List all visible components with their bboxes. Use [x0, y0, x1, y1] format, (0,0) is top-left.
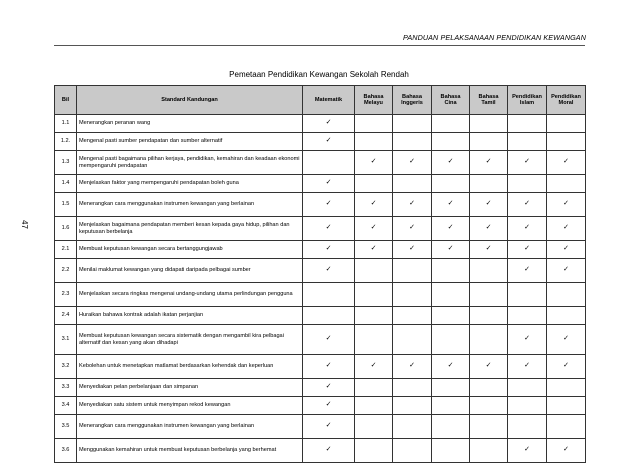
- empty-cell: [470, 307, 508, 325]
- empty-cell: [355, 325, 393, 355]
- standard-kandungan-cell: Membuat keputusan kewangan secara bertanggungjawab: [77, 241, 303, 259]
- check-mark-icon: ✓: [355, 193, 393, 217]
- empty-cell: [393, 379, 432, 397]
- row-number: 3.5: [55, 415, 77, 439]
- empty-cell: [355, 115, 393, 133]
- check-mark-icon: ✓: [547, 193, 586, 217]
- empty-cell: [355, 379, 393, 397]
- check-mark-icon: ✓: [303, 193, 355, 217]
- check-mark-icon: ✓: [393, 355, 432, 379]
- check-mark-icon: ✓: [355, 151, 393, 175]
- empty-cell: [432, 325, 470, 355]
- row-number: 1.3: [55, 151, 77, 175]
- row-number: 3.2: [55, 355, 77, 379]
- empty-cell: [547, 283, 586, 307]
- column-header: Bahasa Melayu: [355, 86, 393, 115]
- empty-cell: [355, 283, 393, 307]
- check-mark-icon: ✓: [432, 151, 470, 175]
- check-mark-icon: ✓: [303, 325, 355, 355]
- table-row: [55, 193, 586, 217]
- check-mark-icon: ✓: [547, 217, 586, 241]
- column-header: Pendidikan Moral: [547, 86, 586, 115]
- table-row: [55, 151, 586, 175]
- table-body: [55, 115, 586, 463]
- table-row: [55, 439, 586, 463]
- empty-cell: [547, 415, 586, 439]
- table-row: [55, 133, 586, 151]
- check-mark-icon: ✓: [303, 355, 355, 379]
- empty-cell: [355, 439, 393, 463]
- check-mark-icon: ✓: [547, 439, 586, 463]
- table-row: [55, 175, 586, 193]
- document-title: Pemetaan Pendidikan Kewangan Sekolah Rendah: [229, 70, 409, 79]
- empty-cell: [470, 283, 508, 307]
- row-number: 2.2: [55, 259, 77, 283]
- check-mark-icon: ✓: [547, 241, 586, 259]
- standard-kandungan-cell: Menjelaskan secara ringkas mengenai undang-undang utama perlindungan pengguna: [77, 283, 303, 307]
- empty-cell: [303, 151, 355, 175]
- empty-cell: [470, 133, 508, 151]
- check-mark-icon: ✓: [303, 259, 355, 283]
- row-number: 1.6: [55, 217, 77, 241]
- check-mark-icon: ✓: [432, 241, 470, 259]
- empty-cell: [393, 325, 432, 355]
- standard-kandungan-cell: Menyediakan satu sistem untuk menyimpan rekod kewangan: [77, 397, 303, 415]
- empty-cell: [470, 379, 508, 397]
- empty-cell: [547, 175, 586, 193]
- check-mark-icon: ✓: [303, 133, 355, 151]
- check-mark-icon: ✓: [547, 151, 586, 175]
- check-mark-icon: ✓: [508, 151, 547, 175]
- check-mark-icon: ✓: [508, 193, 547, 217]
- check-mark-icon: ✓: [303, 397, 355, 415]
- empty-cell: [508, 283, 547, 307]
- table-row: [55, 325, 586, 355]
- empty-cell: [355, 133, 393, 151]
- check-mark-icon: ✓: [432, 193, 470, 217]
- empty-cell: [508, 133, 547, 151]
- running-header: PANDUAN PELAKSANAAN PENDIDIKAN KEWANGAN: [403, 33, 586, 42]
- check-mark-icon: ✓: [393, 151, 432, 175]
- check-mark-icon: ✓: [547, 259, 586, 283]
- check-mark-icon: ✓: [303, 217, 355, 241]
- empty-cell: [355, 415, 393, 439]
- check-mark-icon: ✓: [547, 355, 586, 379]
- table-row: [55, 217, 586, 241]
- row-number: 2.4: [55, 307, 77, 325]
- standard-kandungan-cell: Mengenal pasti bagaimana pilihan kerjaya, pendidikan, kemahiran dan keadaan ekonomi mempengaruhi pendapatan: [77, 151, 303, 175]
- empty-cell: [547, 379, 586, 397]
- standard-kandungan-cell: Menjelaskan bagaimana pendapatan memberi kesan kepada gaya hidup, pilihan dan keputusan berbelanja: [77, 217, 303, 241]
- check-mark-icon: ✓: [303, 379, 355, 397]
- standard-kandungan-cell: Menerangkan cara menggunakan instrumen kewangan yang berlainan: [77, 193, 303, 217]
- empty-cell: [432, 283, 470, 307]
- header-rule: [54, 45, 585, 46]
- row-number: 1.2.: [55, 133, 77, 151]
- column-header: Bahasa Inggeris: [393, 86, 432, 115]
- empty-cell: [355, 307, 393, 325]
- empty-cell: [547, 307, 586, 325]
- row-number: 1.4: [55, 175, 77, 193]
- empty-cell: [393, 307, 432, 325]
- check-mark-icon: ✓: [470, 217, 508, 241]
- check-mark-icon: ✓: [303, 115, 355, 133]
- empty-cell: [303, 283, 355, 307]
- empty-cell: [355, 397, 393, 415]
- table-row: [55, 397, 586, 415]
- empty-cell: [393, 175, 432, 193]
- check-mark-icon: ✓: [470, 241, 508, 259]
- table-row: [55, 241, 586, 259]
- check-mark-icon: ✓: [355, 217, 393, 241]
- table-row: [55, 415, 586, 439]
- check-mark-icon: ✓: [508, 217, 547, 241]
- standard-kandungan-cell: Mengenal pasti sumber pendapatan dan sumber alternatif: [77, 133, 303, 151]
- empty-cell: [432, 379, 470, 397]
- standard-kandungan-cell: Huraikan bahawa kontrak adalah ikatan perjanjian: [77, 307, 303, 325]
- empty-cell: [432, 175, 470, 193]
- check-mark-icon: ✓: [393, 241, 432, 259]
- empty-cell: [508, 307, 547, 325]
- check-mark-icon: ✓: [355, 355, 393, 379]
- row-number: 3.4: [55, 397, 77, 415]
- standard-kandungan-cell: Menjelaskan faktor yang mempengaruhi pendapatan boleh guna: [77, 175, 303, 193]
- empty-cell: [547, 397, 586, 415]
- empty-cell: [508, 115, 547, 133]
- page-number: 47: [19, 220, 29, 229]
- empty-cell: [470, 115, 508, 133]
- column-header: Pendidikan Islam: [508, 86, 547, 115]
- empty-cell: [355, 259, 393, 283]
- empty-cell: [508, 397, 547, 415]
- row-number: 3.3: [55, 379, 77, 397]
- table-row: [55, 379, 586, 397]
- mapping-table: [54, 85, 586, 463]
- row-number: 1.5: [55, 193, 77, 217]
- empty-cell: [547, 133, 586, 151]
- table-row: [55, 115, 586, 133]
- check-mark-icon: ✓: [470, 151, 508, 175]
- standard-kandungan-cell: Membuat keputusan kewangan secara sistematik dengan mengambil kira pelbagai alternatif dan kesan yang akan dihadapi: [77, 325, 303, 355]
- check-mark-icon: ✓: [508, 259, 547, 283]
- empty-cell: [303, 307, 355, 325]
- check-mark-icon: ✓: [303, 241, 355, 259]
- check-mark-icon: ✓: [355, 241, 393, 259]
- table-header-row: [55, 86, 586, 115]
- table-row: [55, 355, 586, 379]
- check-mark-icon: ✓: [432, 217, 470, 241]
- column-header: Bahasa Cina: [432, 86, 470, 115]
- empty-cell: [355, 175, 393, 193]
- check-mark-icon: ✓: [303, 439, 355, 463]
- row-number: 2.1: [55, 241, 77, 259]
- empty-cell: [508, 415, 547, 439]
- check-mark-icon: ✓: [393, 193, 432, 217]
- check-mark-icon: ✓: [508, 325, 547, 355]
- empty-cell: [432, 307, 470, 325]
- empty-cell: [393, 439, 432, 463]
- empty-cell: [547, 115, 586, 133]
- empty-cell: [508, 379, 547, 397]
- empty-cell: [432, 439, 470, 463]
- column-header: Bahasa Tamil: [470, 86, 508, 115]
- column-header: Matematik: [303, 86, 355, 115]
- row-number: 3.6: [55, 439, 77, 463]
- row-number: 3.1: [55, 325, 77, 355]
- standard-kandungan-cell: Menggunakan kemahiran untuk membuat keputusan berbelanja yang berhemat: [77, 439, 303, 463]
- empty-cell: [393, 133, 432, 151]
- check-mark-icon: ✓: [508, 439, 547, 463]
- empty-cell: [432, 115, 470, 133]
- column-header: Standard Kandungan: [77, 86, 303, 115]
- standard-kandungan-cell: Menerangkan peranan wang: [77, 115, 303, 133]
- empty-cell: [470, 325, 508, 355]
- check-mark-icon: ✓: [432, 355, 470, 379]
- column-header: Bil: [55, 86, 77, 115]
- check-mark-icon: ✓: [393, 217, 432, 241]
- empty-cell: [432, 259, 470, 283]
- empty-cell: [470, 175, 508, 193]
- row-number: 1.1: [55, 115, 77, 133]
- table-row: [55, 259, 586, 283]
- empty-cell: [432, 133, 470, 151]
- check-mark-icon: ✓: [508, 355, 547, 379]
- standard-kandungan-cell: Menilai maklumat kewangan yang didapati daripada pelbagai sumber: [77, 259, 303, 283]
- empty-cell: [393, 115, 432, 133]
- empty-cell: [393, 415, 432, 439]
- standard-kandungan-cell: Kebolehan untuk menetapkan matlamat berdasarkan kehendak dan keperluan: [77, 355, 303, 379]
- check-mark-icon: ✓: [303, 175, 355, 193]
- empty-cell: [393, 397, 432, 415]
- table-row: [55, 283, 586, 307]
- empty-cell: [470, 259, 508, 283]
- empty-cell: [432, 397, 470, 415]
- empty-cell: [470, 415, 508, 439]
- empty-cell: [470, 397, 508, 415]
- check-mark-icon: ✓: [470, 193, 508, 217]
- empty-cell: [393, 283, 432, 307]
- check-mark-icon: ✓: [547, 325, 586, 355]
- empty-cell: [432, 415, 470, 439]
- standard-kandungan-cell: Menerangkan cara menggunakan instrumen kewangan yang berlainan: [77, 415, 303, 439]
- check-mark-icon: ✓: [508, 241, 547, 259]
- check-mark-icon: ✓: [303, 415, 355, 439]
- empty-cell: [508, 175, 547, 193]
- standard-kandungan-cell: Menyediakan pelan perbelanjaan dan simpanan: [77, 379, 303, 397]
- row-number: 2.3: [55, 283, 77, 307]
- check-mark-icon: ✓: [470, 355, 508, 379]
- empty-cell: [393, 259, 432, 283]
- empty-cell: [470, 439, 508, 463]
- table-row: [55, 307, 586, 325]
